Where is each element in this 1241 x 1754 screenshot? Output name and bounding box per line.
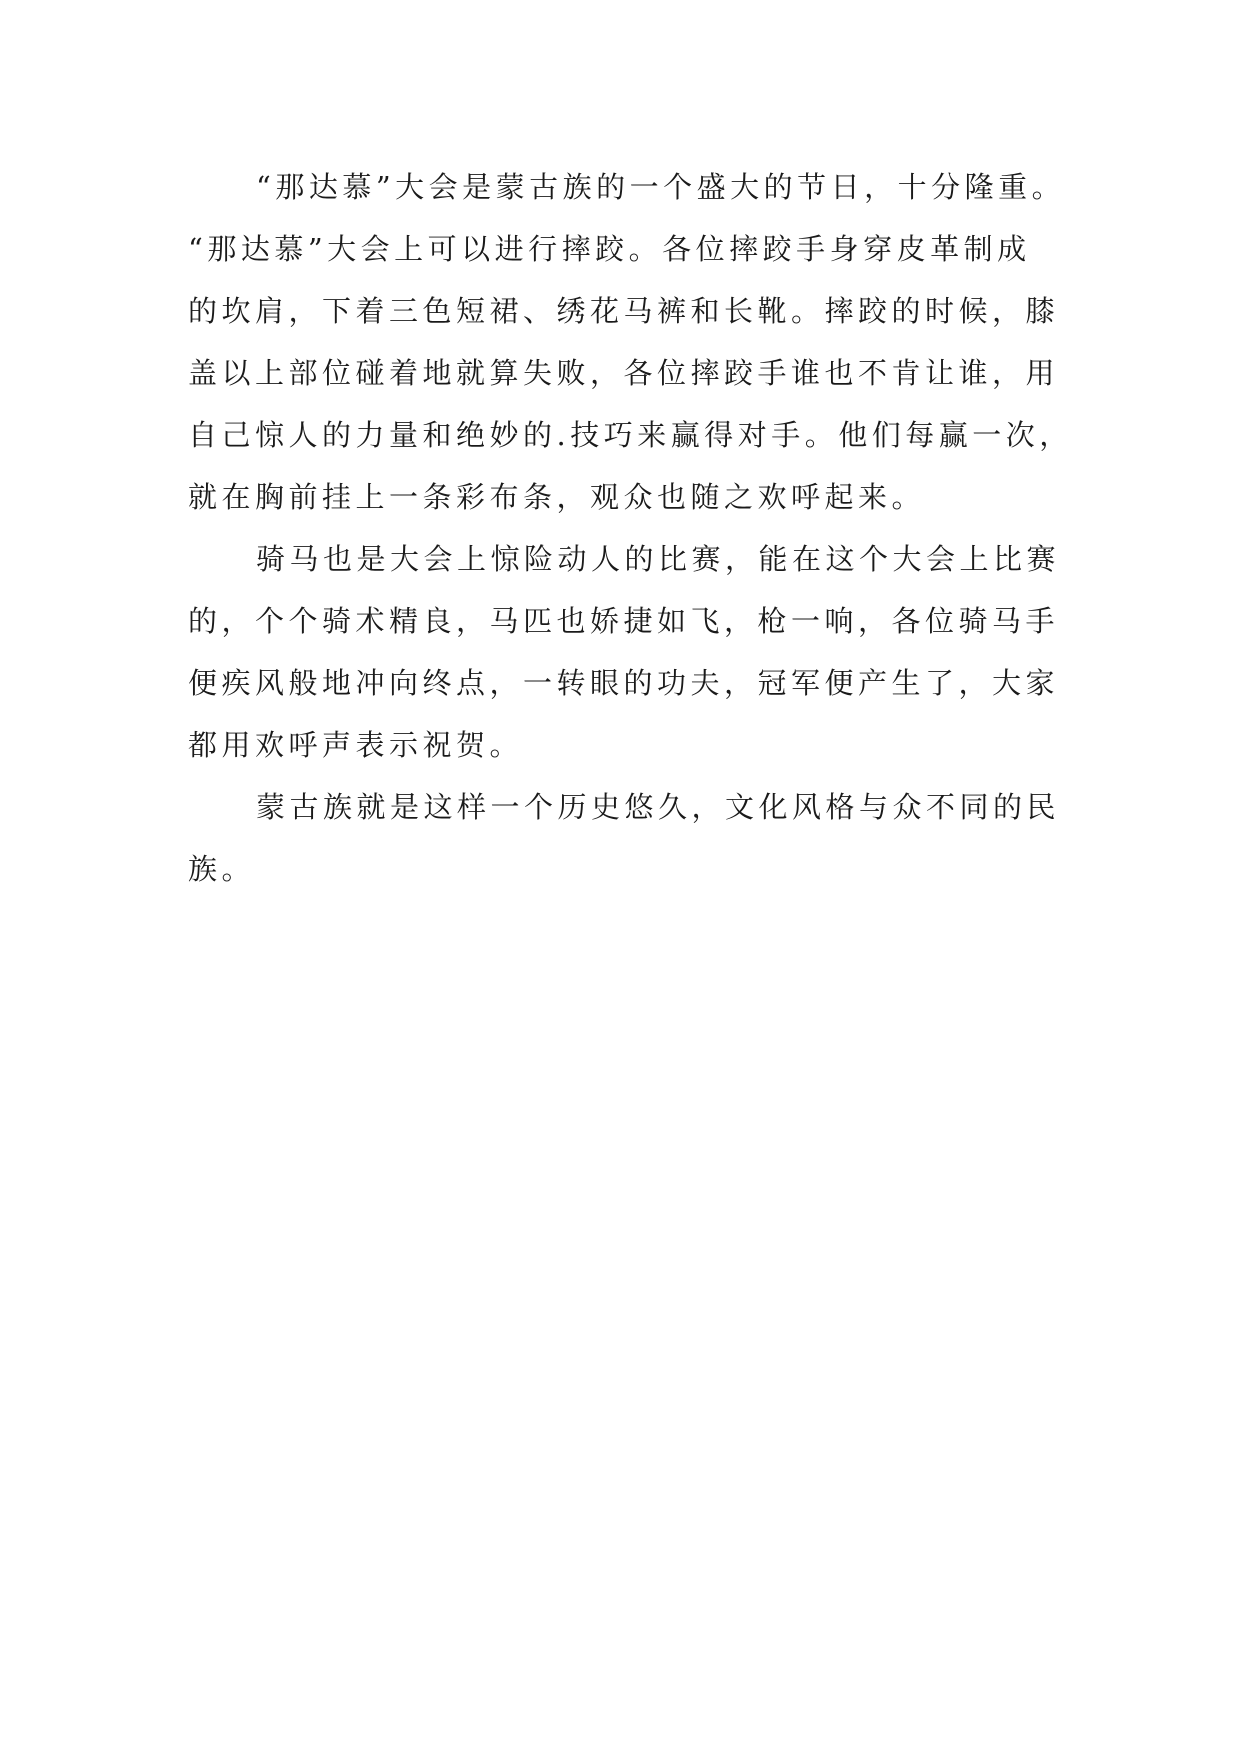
paragraph-horse-racing — [188, 528, 1068, 776]
text-line: 族。 — [188, 852, 256, 886]
text-line: “那达慕”大会是蒙古族的一个盛大的节日，十分隆重。 — [256, 170, 1066, 204]
text-line: 的，个个骑术精良，马匹也娇捷如飞，枪一响，各位骑马手 — [188, 604, 1060, 638]
paragraph-conclusion — [188, 776, 1068, 900]
text-line: 就在胸前挂上一条彩布条，观众也随之欢呼起来。 — [188, 480, 926, 514]
document-body — [188, 156, 1073, 900]
text-line: 骑马也是大会上惊险动人的比赛，能在这个大会上比赛 — [256, 542, 1061, 576]
text-line: 盖以上部位碰着地就算失败，各位摔跤手谁也不肯让谁，用 — [188, 356, 1060, 390]
text-line: 的坎肩，下着三色短裙、绣花马裤和长靴。摔跤的时候，膝 — [188, 294, 1060, 328]
paragraph-naadam-wrestling — [188, 156, 1073, 528]
text-line: 自己惊人的力量和绝妙的.技巧来赢得对手。他们每赢一次， — [188, 418, 1073, 452]
text-line: “那达慕”大会上可以进行摔跤。各位摔跤手身穿皮革制成 — [188, 232, 1031, 266]
text-line: 都用欢呼声表示祝贺。 — [188, 728, 524, 762]
text-line: 蒙古族就是这样一个历史悠久，文化风格与众不同的民 — [256, 790, 1061, 824]
text-line: 便疾风般地冲向终点，一转眼的功夫，冠军便产生了，大家 — [188, 666, 1060, 700]
